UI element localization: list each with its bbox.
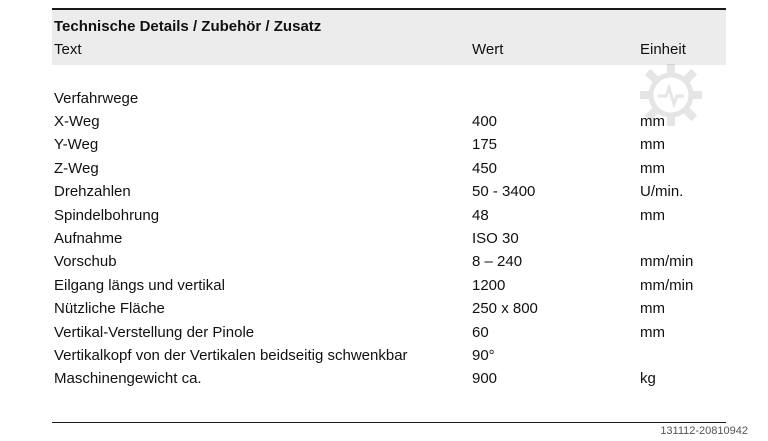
table-row <box>0 277 768 300</box>
table-row <box>0 347 768 370</box>
table-row <box>0 160 768 183</box>
row-value: 450 <box>472 159 498 177</box>
row-unit: U/min. <box>640 183 684 201</box>
row-unit: mm/min <box>640 276 694 294</box>
table-row <box>0 136 768 159</box>
table-row <box>0 370 768 393</box>
table-row <box>0 300 768 323</box>
row-unit: kg <box>640 370 656 388</box>
row-value: 250 x 800 <box>472 300 538 318</box>
row-unit: mm <box>640 136 665 154</box>
row-value: 400 <box>472 113 498 130</box>
row-text: X-Weg <box>54 113 100 130</box>
row-text: Z-Weg <box>54 159 99 177</box>
row-text: Spindelbohrung <box>54 206 160 224</box>
table-row <box>0 230 768 253</box>
row-value: 175 <box>472 136 498 154</box>
row-value: 60 <box>472 323 489 341</box>
table-row <box>0 253 768 276</box>
row-text: Drehzahlen <box>54 183 131 201</box>
row-text: Vertikal-Verstellung der Pinole <box>54 323 255 341</box>
bottom-rule <box>52 422 726 423</box>
row-unit: mm <box>640 113 665 130</box>
table-row <box>0 113 768 136</box>
row-text: Y-Weg <box>54 136 99 154</box>
row-text: Maschinengewicht ca. <box>54 370 202 388</box>
row-text: Eilgang längs und vertikal <box>54 276 225 294</box>
table-row <box>0 183 768 206</box>
row-value: ISO 30 <box>472 230 519 247</box>
row-text: Nützliche Fläche <box>54 300 165 318</box>
row-text: Aufnahme <box>54 230 123 247</box>
group-label-travel: Verfahrwege <box>54 90 139 107</box>
row-unit: mm/min <box>640 253 694 271</box>
row-value: 8 – 240 <box>472 253 523 271</box>
column-header-unit: Einheit <box>640 41 686 58</box>
table-row <box>0 207 768 230</box>
table-row <box>0 324 768 347</box>
row-value: 1200 <box>472 276 506 294</box>
column-header-value: Wert <box>472 41 504 58</box>
row-value: 50 - 3400 <box>472 183 536 201</box>
row-text: Vertikalkopf von der Vertikalen beidseitig schwenkbar <box>54 347 408 364</box>
row-unit: mm <box>640 206 665 224</box>
row-text: Vorschub <box>54 253 117 271</box>
row-unit: mm <box>640 323 665 341</box>
column-header-text: Text <box>54 41 82 58</box>
row-value: 48 <box>472 206 489 224</box>
section-title: Technische Details / Zubehör / Zusatz <box>54 18 322 35</box>
row-unit: mm <box>640 159 665 177</box>
listing-id: 131112-20810942 <box>660 425 748 437</box>
row-value: 900 <box>472 370 498 388</box>
row-unit: mm <box>640 300 665 318</box>
row-value: 90° <box>472 347 495 364</box>
